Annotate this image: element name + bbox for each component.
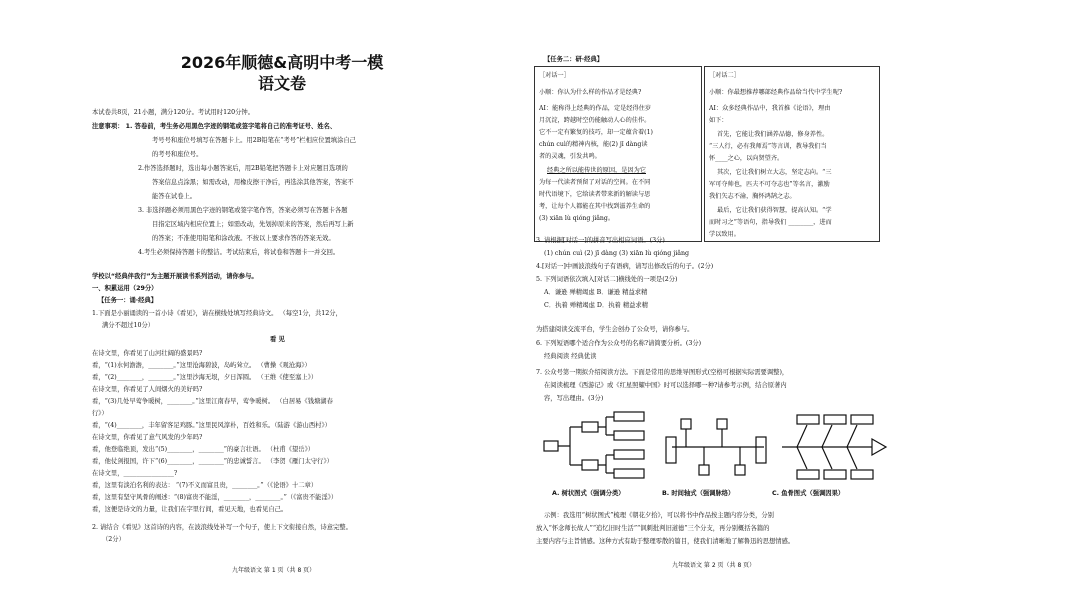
question-3: 3. 请根据[对话一]的拼音写出相应词语。(3分) [536,237,665,244]
dialog-1-head: ［对话一］ [539,72,570,79]
dialog-line: AI：众多经典作品中，我首推《论语》，理由 [709,105,831,112]
notice-2b: 答案信息点涂黑；如需改动，用橡皮擦干净后，再选涂其他答案，答案不 [152,179,354,186]
notice-3c: 的答案；不准使用铅笔和涂改液。不按以上要求作答的答案无效。 [152,235,335,242]
example-text: 主要内容与主旨情感。这种方式有助于整理零散的篇目，使我们清晰地了解鲁迅的思想情感。 [536,538,795,545]
dialog-line: (3) xiān lù qióng jiǎng。 [539,215,615,222]
exam-title-line1: 2026年顺德&高明中考一模 [180,53,384,72]
fishbone-diagram [782,415,886,479]
mind-map-diagrams [542,407,892,492]
notice-3b: 目指定区域内相应位置上；如需改动，先划掉原来的答案，然后再写上新 [152,221,354,228]
dialog-2-box [704,66,880,242]
question-1: 1.下面是小丽诵读的一首小诗《看见》，请在横线处填写经典诗文。 （每空1分，共12分， [92,310,342,317]
exam-title [122,52,442,94]
question-2b: （2分） [102,536,125,543]
notice-2c: 能答在试卷上。 [152,193,197,200]
dialog-line: 最后，它让我们获得智慧，提高认知。“学 [717,207,832,214]
dialog-line: 而时习之”等语句，指导我们 ________，进而 [709,219,832,226]
page-2-footer: 九年级语文 第 2 页（共 8 页） [672,562,756,569]
dialog-line: 考，让每个人都能在其中找到滋养生命的 [539,203,651,210]
poem-line: 在诗文里，________________? [92,470,178,477]
poem-line: 行》） [92,410,108,417]
notice-2: 2.作答选择题时，选出每小题答案后，用2B铅笔把答题卡上对应题目选项的 [138,165,348,172]
diagram-label-c: C. 鱼骨图式（强调因果） [772,490,845,497]
dialog-line: 首先，它能让我们涵养品德，修身养性。 [717,131,829,138]
wavy-sentence: 经典之所以能传世的原因，是因为它 [547,167,646,174]
poem-line: 在诗文里，你看见了意气风发的少年吗? [92,434,203,441]
question-6-options: 经典阅读 经典优读 [544,353,597,360]
exam-title-line2: 语文卷 [257,74,306,93]
page-2 [534,0,894,608]
dialog-line: 我们矢志不渝，胸怀鸿鹄之志。 [709,193,796,200]
tree-diagram [544,412,644,478]
timeline-diagram [666,419,766,475]
poem-line: 看，这里有淡泊名利的表达： “(7)不义而富且贵，________。”（《论语》十二章） [92,482,318,489]
question-7: 7. 公众号第一期拟介绍阅读方法。下面是常用的思维导图形式(空格可根据实际需要调整)， [536,369,789,376]
dialog-line: “三人行，必有我师焉”等言训，教导我们当 [709,143,827,150]
dialog-line: 小顺：你认为什么样的作品才是经典? [539,89,642,96]
dialog-2-head: ［对话二］ [709,72,740,79]
section-heading: 一、积累运用（29分） [92,285,158,292]
dialog-line: 怀____之心，以向贤望齐。 [709,155,784,162]
dialog-line: 其次，它让我们树立大志，坚定志向。“三 [717,169,832,176]
dialog-line: 时代语境下，它给读者带来新的解读与思 [539,191,651,198]
exam-info: 本试卷共8页，21小题，满分120分。考试用时120分钟。 [92,109,254,116]
notice-3: 3. 非选择题必须用黑色字迹的钢笔或签字笔作答，答案必须写在答题卡各题 [138,207,348,214]
dialog-line: 它不一定有繁复的技巧，却一定蕴含着(1) [539,129,653,136]
question-5: 5. 下列词语依次填入[对话二]横线处的一项是(2分) [536,276,678,283]
dialog-line: 小顺：你最想推荐哪部经典作品给当代中学生呢? [709,89,843,96]
notice-1b: 考号号和座位号填写在答题卡上。用2B铅笔在“考号”栏相应位置填涂自己 [152,137,356,144]
notice-4: 4.考生必须保持答题卡的整洁。考试结束后，将试卷和答题卡一并交回。 [138,249,340,256]
dialog-line: 月沉淀，跨越时空仍能触动人心的佳作。 [539,117,651,124]
page-1-footer: 九年级语文 第 1 页（共 8 页） [232,567,316,574]
question-5-cd: C．执着 殚精竭虑 D．执着 精益求精 [544,302,649,309]
notice-1: 注意事项： 1. 答卷前，考生务必用黑色字迹的钢笔或签字笔将自己的准考证号、姓名、 [92,123,337,130]
example-text: 示例：我选用“树状图式”梳理《朝花夕拾》，可以将书中作品按主题内容分类，分别 [544,512,774,519]
question-7c: 容，写出理由。(3分) [544,395,604,402]
wechat-intro: 为搭建阅读交流平台，学生会创办了公众号，请你参与。 [536,326,694,333]
diagram-label-b: B. 时间轴式（强调脉络） [662,490,735,497]
activity-intro: 学校以“经典伴我行”为主题开展读书系列活动，请你参与。 [92,273,258,280]
poem-line: 看，他仗剑报国，许下“(6)________，________”的忠诚誓言。 （李贺《雁门太守行》） [92,458,333,465]
poem-line: 看，这里有坚守风骨的阐述：“(8)富贵不能淫，________，________。”（《富贵不能淫》） [92,494,338,501]
question-1b: 满分不超过10分） [102,322,155,329]
question-7b: 在阅读梳理《西游记》或《红星照耀中国》时可以选择哪一种?请参考示例，结合原著内 [544,382,787,389]
poem-line: 看，这便是诗文的力量，让我们在字里行间，看见天地，也看见自己。 [92,506,288,513]
page-1 [92,0,484,608]
question-6: 6. 下列短语哪个适合作为公众号的名称?请简要分析。(3分) [536,340,702,347]
poem-line: 在诗文里，你看见了人间烟火的美好吗? [92,386,203,393]
example-text: 放入“怀念师长故人”“追忆旧时生活”“讽刺批判旧道德”三个分支，再分别概括各篇的 [536,525,770,532]
diagram-label-a: A. 树状图式（强调分类） [552,490,625,497]
dialog-line: chún cuì的精神内核，能(2) jī dàng读 [539,141,648,148]
dialog-1-box [534,66,702,242]
dialog-line: 者的灵魂，引发共鸣。 [539,153,601,160]
dialog-line: 学以致用。 [709,231,740,238]
task-2-heading: 【任务二：研·经典】 [544,56,604,63]
notice-1c: 的考号和座位号。 [152,151,203,158]
dialog-line: 如下： [709,117,728,124]
question-2: 2. 请结合《看见》这首诗的内容，在波浪线处补写一个句子，使上下文衔接自然，诗意完整。 [92,524,352,531]
question-3-items: (1) chún cuì (2) jī dàng (3) xiān lù qióng jiǎng [544,250,690,257]
poem-title: 看 见 [270,336,285,343]
dialog-line: AI：能称得上经典的作品，定是经得住岁 [539,105,652,112]
dialog-line: 军可夺帅也，匹夫不可夺志也”等名言，激励 [709,181,830,188]
poem-line: 看，“(4)________，丰年留客足鸡豚。”这里民风淳朴，百姓和乐。（陆游《游山西村》） [92,422,331,429]
question-4: 4.[对话一]中画波浪线句子有语病，请写出修改后的句子。(2分) [536,263,714,270]
task-1-heading: 【任务一：诵·经典】 [98,297,158,304]
poem-line: 看，他登临绝顶，发出“(5)________，________”的豪言壮语。 （杜甫《望岳》） [92,446,315,453]
poem-line: 看，“(3)几处早莺争暖树，________。”这里江南春早，莺争暖树。 （白居易《钱塘湖春 [92,398,333,405]
poem-line: 看，“(2)________，________。”这里沙海无垠，夕日浑圆。 （王维《使至塞上》） [92,374,318,381]
dialog-line: 为每一代读者预留了对话的空间。在不同 [539,179,651,186]
poem-line: 看，“(1)水何澹澹，________。”这里沧海碧波，岛屿耸立。 （曹操《观沧海》） [92,362,311,369]
question-5-ab: A．谦逊 殚精竭虑 B．谦逊 精益求精 [544,289,648,296]
poem-line: 在诗文里，你看见了山河壮阔的盛景吗? [92,350,203,357]
